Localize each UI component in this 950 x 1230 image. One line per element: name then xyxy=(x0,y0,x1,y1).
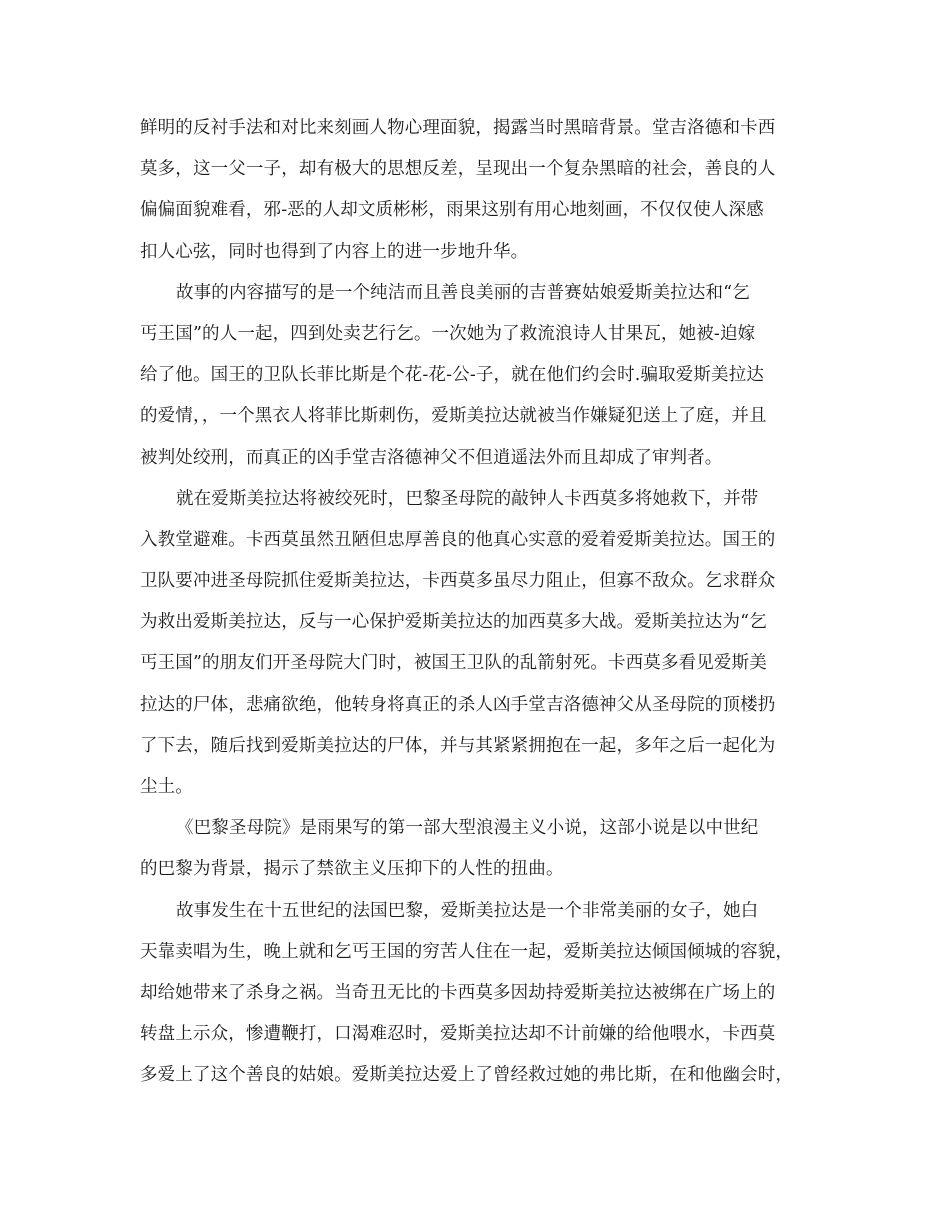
paragraph-first-line: 故事发生在十五世纪的法国巴黎，爱斯美拉达是一个非常美丽的女子，她白 xyxy=(176,900,759,921)
text-line: 莫多，这一父一子，却有极大的思想反差，呈现出一个复杂黑暗的社会，善良的人 xyxy=(140,159,776,180)
text-line: 尘土。 xyxy=(140,777,193,797)
text-line: 偏偏面貌难看，邪-恶的人却文质彬彬，雨果这别有用心地刻画，不仅仅使人深感 xyxy=(140,200,764,221)
text-line: 被判处绞刑，而真正的凶手堂吉洛德神父不但逍遥法外而且却成了审判者。 xyxy=(140,447,723,468)
text-line: 转盘上示众，惨遭鞭打，口渴难忍时，爱斯美拉达却不计前嫌的给他喂水，卡西莫 xyxy=(140,1024,776,1045)
text-line: 天靠卖唱为生，晚上就和乞丐王国的穷苦人住在一起，爱斯美拉达倾国倾城的容貌， xyxy=(140,941,794,962)
text-line: 丐王国”的人一起，四到处卖艺行乞。一次她为了救流浪诗人甘果瓦，她被-迫嫁 xyxy=(140,323,756,344)
text-line: 多爱上了这个善良的姑娘。爱斯美拉达爱上了曾经救过她的弗比斯，在和他幽会时， xyxy=(140,1065,794,1086)
body-text xyxy=(140,108,812,1097)
text-line: 的爱情，，一个黑衣人将菲比斯刺伤，爱斯美拉达就被当作嫌疑犯送上了庭，并且 xyxy=(140,406,767,427)
text-line: 给了他。国王的卫队长菲比斯是个花-花-公-子，就在他们约会时.骗取爱斯美拉达 xyxy=(140,365,764,386)
paragraph-first-line: 故事的内容描写的是一个纯洁而且善良美丽的吉普赛姑娘爱斯美拉达和“乞 xyxy=(176,282,750,303)
text-line: 鲜明的反衬手法和对比来刻画人物心理面貌，揭露当时黑暗背景。堂吉洛德和卡西 xyxy=(140,118,776,138)
text-line: 入教堂避难。卡西莫虽然丑陋但忠厚善良的他真心实意的爱着爱斯美拉达。国王的 xyxy=(140,529,776,550)
text-line: 却给她带来了杀身之祸。当奇丑无比的卡西莫多因劫持爱斯美拉达被绑在广场上的 xyxy=(140,982,776,1003)
paragraph-first-line: 就在爱斯美拉达将被绞死时，巴黎圣母院的敲钟人卡西莫多将她救下，并带 xyxy=(176,488,759,509)
text-line: 卫队要冲进圣母院抓住爱斯美拉达，卡西莫多虽尽力阻止，但寡不敌众。乞求群众 xyxy=(140,571,776,592)
text-line: 为救出爱斯美拉达，反与一心保护爱斯美拉达的加西莫多大战。爱斯美拉达为“乞 xyxy=(140,612,767,633)
text-line: 丐王国”的朋友们开圣母院大门时，被国王卫队的乱箭射死。卡西莫多看见爱斯美 xyxy=(140,653,767,674)
text-line: 扣人心弦，同时也得到了内容上的进一步地升华。 xyxy=(140,241,529,262)
text-line: 了下去，随后找到爱斯美拉达的尸体，并与其紧紧拥抱在一起，多年之后一起化为 xyxy=(140,735,776,756)
paragraph-first-line: 《巴黎圣母院》是雨果写的第一部大型浪漫主义小说，这部小说是以中世纪 xyxy=(176,818,759,839)
text-line: 的巴黎为背景，揭示了禁欲主义压抑下的人性的扭曲。 xyxy=(140,859,564,880)
text-line: 拉达的尸体，悲痛欲绝，他转身将真正的杀人凶手堂吉洛德神父从圣母院的顶楼扔 xyxy=(140,694,776,715)
